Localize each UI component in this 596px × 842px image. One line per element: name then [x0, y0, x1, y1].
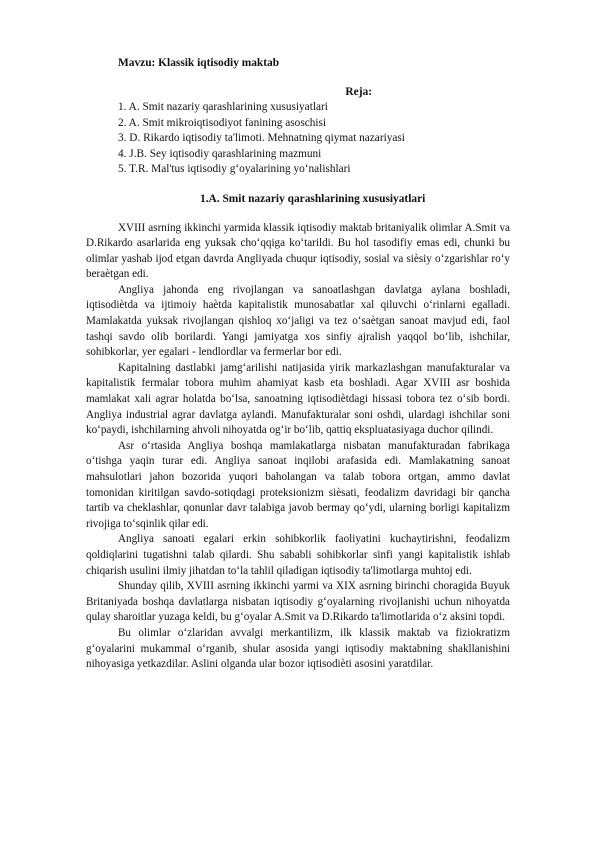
plan-item: 3. D. Rikardo iqtisodiy ta'limoti. Mehnatning qiymat nazariyasi	[118, 132, 405, 144]
plan-heading: Reja:	[345, 86, 372, 98]
plan-list	[86, 100, 510, 178]
document-title: Mavzu: Klassik iqtisodiy maktab	[118, 57, 280, 69]
paragraph: Bu olimlar o‘zlaridan avvalgi merkantilizm, ilk klassik maktab va fiziokratizm g‘oyalarini mukammal o‘rganib, shular asosida yangi iqtisodiy maktabning shakllanishini nihoyasiga yetkazdilar. Aslini olganda ular bozor iqtisodiѐti asosini yaratdilar.	[86, 626, 510, 671]
section-title: 1.A. Smit nazariy qarashlarining xususiyatlari	[200, 192, 426, 205]
paragraph: Shunday qilib, XVIII asrning ikkinchi yarmi va XIX asrning birinchi choragida Buyuk Britaniyada boshqa davlatlarga nisbatan iqtisodiy g‘oyalarning rivojlanishi uchun nihoyatda qulay sharoitlar yuzaga keldi, bu g‘oyalar A.Smit va D.Rikardo ta'limotlarida o‘z aksini topdi.	[86, 580, 510, 624]
paragraph: Angliya sanoati egalari erkin sohibkorlik faoliyatini kuchaytirishni, feodalizm qoldiqlarini tugatishni talab qilardi. Shu sababli sohibkorlar sinfi yangi kapitalistik ishlab chiqarish usulini ilmiy jihatdan to‘la tahlil qiladigan iqtisodiy ta'limotlarga muhtoj edi.	[86, 533, 510, 577]
plan-item: 2. A. Smit mikroiqtisodiyot fanining asoschisi	[118, 116, 327, 129]
paragraph: Kapitalning dastlabki jamg‘arilishi natijasida yirik markazlashgan manufakturalar va kapitalistik fermalar tobora muhim ahamiyat kasb eta boshladi. Agar XVIII asr boshida mamlakat xali agrar holatda bo‘lsa, sanoatning iqtisodiѐtdagi hissasi tobora tez o‘sib bordi. Angliya industrial agrar davlatga aylandi. Manufakturalar soni oshdi, ulardagi ishchilar soni ko‘paydi, ishchilarning ahvoli nihoyatda og‘ir bo‘lib, qattiq ekspluatasiyaga duchor qilindi.	[86, 361, 510, 437]
plan-item: 5. T.R. Mal'tus iqtisodiy g‘oyalarining yo‘nalishlari	[118, 163, 351, 175]
body-text	[86, 221, 510, 673]
plan-item: 4. J.B. Sey iqtisodiy qarashlarining mazmuni	[118, 147, 322, 160]
plan-item: 1. A. Smit nazariy qarashlarining xususiyatlari	[118, 101, 328, 113]
paragraph: Asr o‘rtasida Angliya boshqa mamlakatlarga nisbatan manufakturadan fabrikaga o‘tishga yaqin turar edi. Angliya sanoat inqilobi arafasida edi. Mamlakatning sanoat mahsulotlari jahon bozorida yuqori baholangan va talab tobora ortgan, ammo davlat tomonidan kiritilgan savdo-sotiqdagi proteksionizm siѐsati, feodalizm davridagi bir qancha tartib va cheklashlar, qonunlar davr talabiga javob bermay qo‘ydi, ularning borligi kapitalizm rivojiga to‘sqinlik qilar edi.	[86, 439, 510, 530]
paragraph: XVIII asrning ikkinchi yarmida klassik iqtisodiy maktab britaniyalik olimlar A.Smit va D.Rikardo asarlarida eng yuksak cho‘qqiga ko‘tarildi. Bu hol tasodifiy emas edi, chunki bu olimlar yashab ijod etgan davrda Angliyada chuqur iqtisodiy, sosial va siѐsiy o‘zgarishlar ro‘y beraѐtgan edi.	[86, 221, 510, 281]
paragraph: Angliya jahonda eng rivojlangan va sanoatlashgan davlatga aylana boshladi, iqtisodiѐtda va ijtimoiy haѐtda kapitalistik munosabatlar xal qiluvchi o‘rinlarni egalladi. Mamlakatda yuksak rivojlangan qishloq xo‘jaligi va tez o‘saѐtgan sanoat mavjud edi, faol tashqi savdo olib borilardi. Yangi jamiyatga xos sinfiy ajralish yaqqol bo‘lib, ishchilar, sohibkorlar, yer egalari - lendlordlar va fermerlar bor edi.	[86, 283, 510, 359]
